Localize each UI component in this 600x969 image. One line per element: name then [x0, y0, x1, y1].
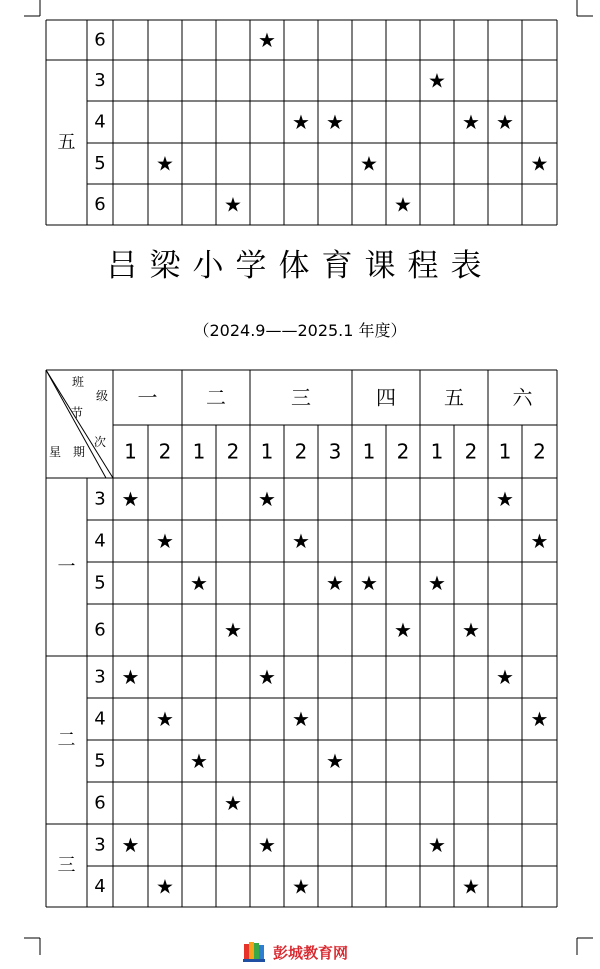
star-mark: ★	[258, 28, 276, 52]
school-year-subtitle: （2024.9——2025.1 年度）	[193, 321, 407, 340]
period-number: 5	[94, 572, 106, 594]
star-mark: ★	[428, 571, 446, 595]
star-mark: ★	[190, 571, 208, 595]
corner-class-label: 班	[71, 375, 85, 389]
star-mark: ★	[121, 665, 140, 689]
grade-header: 五	[444, 385, 464, 410]
star-mark: ★	[462, 110, 480, 134]
grade-header: 三	[291, 385, 311, 410]
class-number: 2	[533, 439, 546, 464]
star-mark: ★	[326, 110, 344, 134]
star-mark: ★	[326, 749, 344, 773]
day-label: 三	[57, 855, 76, 876]
class-number: 1	[260, 439, 274, 464]
period-number: 5	[94, 153, 106, 174]
star-mark: ★	[156, 151, 174, 176]
period-number: 3	[94, 70, 106, 91]
corner-period-label: 次	[93, 435, 107, 449]
star-mark: ★	[326, 571, 344, 595]
star-mark: ★	[462, 618, 480, 642]
period-number: 6	[94, 792, 106, 814]
corner-period-label: 节	[70, 406, 84, 420]
star-mark: ★	[156, 874, 174, 899]
grade-header: 二	[206, 385, 226, 410]
star-mark: ★	[224, 192, 242, 217]
class-number: 3	[328, 439, 342, 464]
period-number: 4	[94, 708, 106, 730]
class-number: 1	[362, 439, 376, 464]
corner-week-label: 星	[48, 445, 62, 459]
star-mark: ★	[394, 618, 412, 642]
grade-header: 六	[512, 385, 533, 410]
star-mark: ★	[292, 874, 310, 899]
star-mark: ★	[496, 665, 514, 689]
period-number: 3	[94, 488, 106, 510]
period-number: 6	[94, 194, 106, 215]
period-number: 3	[94, 834, 106, 856]
star-mark: ★	[360, 571, 378, 595]
star-mark: ★	[224, 791, 242, 815]
star-mark: ★	[292, 707, 310, 731]
star-mark: ★	[224, 618, 242, 642]
star-mark: ★	[121, 487, 140, 511]
star-mark: ★	[530, 529, 549, 553]
class-number: 2	[464, 439, 478, 464]
logo-text: 彭城教育网	[273, 943, 349, 962]
star-mark: ★	[496, 487, 514, 511]
period-number: 5	[94, 750, 106, 772]
class-number: 1	[430, 439, 444, 464]
day-label: 二	[57, 729, 76, 751]
page-title: 吕梁小学体育课程表	[106, 248, 494, 284]
star-mark: ★	[530, 151, 549, 176]
book-icon	[243, 941, 269, 963]
grade-header: 四	[376, 385, 396, 410]
day-label: 一	[57, 556, 76, 578]
star-mark: ★	[292, 110, 310, 134]
star-mark: ★	[530, 707, 549, 731]
star-mark: ★	[360, 151, 378, 176]
star-mark: ★	[156, 707, 174, 731]
star-mark: ★	[428, 68, 446, 93]
class-number: 1	[498, 439, 512, 464]
star-mark: ★	[258, 833, 276, 857]
period-number: 6	[94, 29, 106, 51]
period-number: 4	[94, 530, 106, 552]
star-mark: ★	[121, 833, 140, 857]
class-number: 1	[192, 439, 206, 464]
star-mark: ★	[156, 529, 174, 553]
star-mark: ★	[394, 192, 412, 217]
site-logo	[243, 940, 348, 964]
period-number: 4	[94, 111, 106, 133]
grade-header: 一	[137, 385, 158, 410]
class-number: 1	[124, 439, 137, 464]
star-mark: ★	[496, 110, 514, 134]
period-number: 3	[94, 666, 106, 688]
class-number: 2	[396, 439, 410, 464]
star-mark: ★	[258, 665, 276, 689]
class-number: 2	[158, 439, 172, 464]
star-mark: ★	[258, 487, 276, 511]
period-number: 4	[94, 876, 106, 897]
period-number: 6	[94, 619, 106, 641]
class-number: 2	[226, 439, 240, 464]
star-mark: ★	[292, 529, 310, 553]
class-number: 2	[294, 439, 308, 464]
corner-class-label: 级	[95, 389, 109, 403]
corner-week-label: 期	[72, 445, 86, 459]
day-label: 五	[57, 132, 76, 153]
star-mark: ★	[428, 833, 446, 857]
star-mark: ★	[190, 749, 208, 773]
star-mark: ★	[462, 874, 480, 899]
